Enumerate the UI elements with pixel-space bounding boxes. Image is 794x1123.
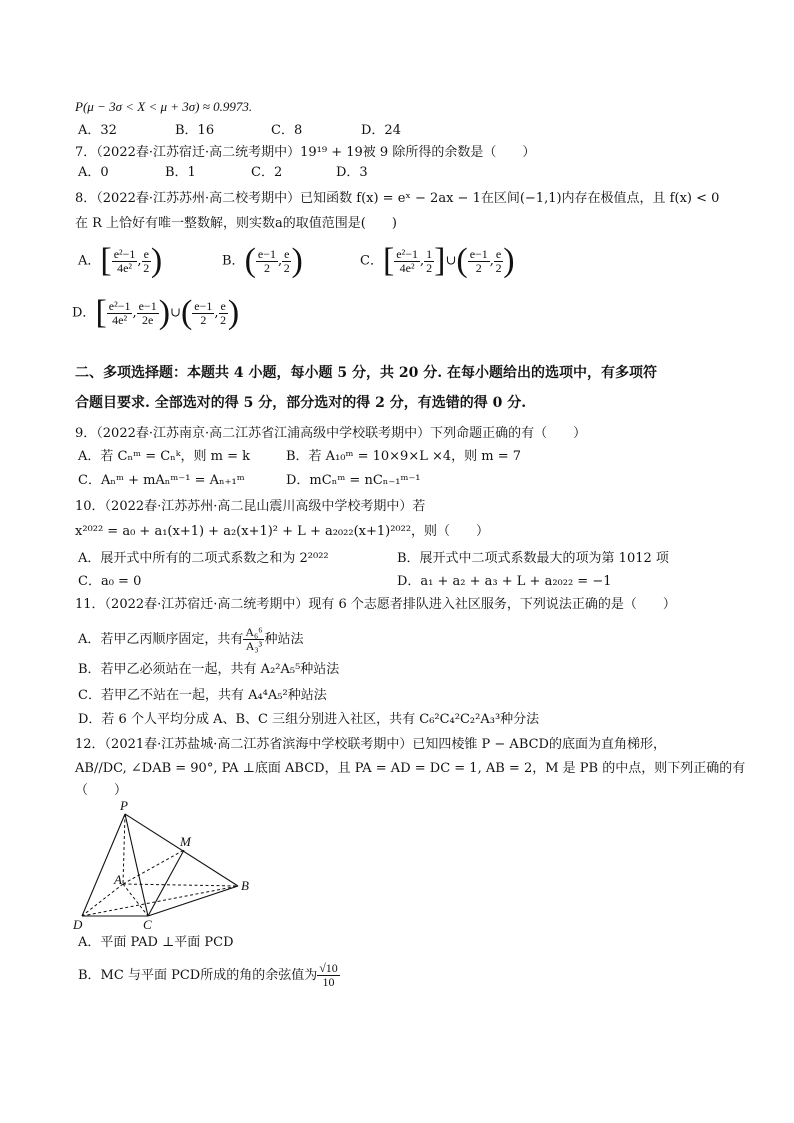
q10-option-c[interactable]: C．a₀ = 0 xyxy=(78,574,142,589)
q6-option-d[interactable]: D．24 xyxy=(361,123,401,138)
q7-option-c[interactable]: C．2 xyxy=(251,165,283,180)
q11-option-a-post: 种站法 xyxy=(264,632,304,647)
q8-stem-line2: 在 R 上恰好有唯一整数解，则实数a的取值范围是( ) xyxy=(75,216,397,231)
q7-option-a[interactable]: A．0 xyxy=(78,165,109,180)
q12-option-a[interactable]: A．平面 PAD ⊥平面 PCD xyxy=(78,935,234,950)
q12-stem-line1: 12．（2021春·江苏盐城·高二江苏省滨海中学校联考期中）已知四棱锥 P − ABCD的底面为直角梯形， xyxy=(75,737,666,752)
q8-option-d[interactable]: D．[ $\frac{\text{e²−1}}{\text{4e²}}$ , $\frac{e-1}{2e}$ )∪( $\frac{e-1}{2}$ , $\frac{e}{2}$ ) xyxy=(72,294,240,331)
label-p: P xyxy=(120,798,128,813)
label-a: A xyxy=(114,872,122,887)
label-m: M xyxy=(180,834,191,849)
edge-pc xyxy=(125,814,148,916)
q6-option-b[interactable]: B．16 xyxy=(175,123,215,138)
q11-option-a-den: A₃³ xyxy=(245,639,263,653)
q12-option-b-num: √10 xyxy=(319,961,338,975)
q7-stem: 7．（2022春·江苏宿迁·高二统考期中）19¹⁹ + 19被 9 除所得的余数是（ ） xyxy=(75,145,536,160)
q10-option-a[interactable]: A．展开式中所有的二项式系数之和为 2²⁰²² xyxy=(78,551,329,566)
q10-option-b[interactable]: B．展开式中二项式系数最大的项为第 1012 项 xyxy=(397,551,669,566)
q8-option-b[interactable]: B．( $\frac{e-1}{2}$ , $\frac{e}{2}$ ) xyxy=(222,242,303,279)
edge-pb xyxy=(125,814,238,886)
q11-option-c[interactable]: C．若甲乙不站在一起，共有 A₄⁴A₅²种站法 xyxy=(78,688,327,703)
q6-option-c[interactable]: C．8 xyxy=(271,123,303,138)
q6-option-a[interactable]: A．32 xyxy=(78,123,117,138)
label-b: B xyxy=(241,878,249,893)
edge-pd xyxy=(82,814,125,916)
q11-option-a[interactable] xyxy=(78,626,303,653)
label-c: C xyxy=(143,917,152,932)
q12-option-b-den: 10 xyxy=(322,975,335,989)
q11-stem: 11．（2022春·江苏宿迁·高二统考期中）现有 6 个志愿者排队进入社区服务，下列说法正确的是（ ） xyxy=(75,597,676,612)
q11-option-a-pre: A．若甲乙丙顺序固定，共有 xyxy=(78,632,244,647)
q12-option-b-pre: B．MC 与平面 PCD所成的角的余弦值为 xyxy=(78,968,318,983)
edge-ab xyxy=(123,884,238,886)
q12-stem-line2: AB//DC, ∠DAB = 90°, PA ⊥底面 ABCD，且 PA = AD = DC = 1, AB = 2，M 是 PB 的中点，则下列正确的有 xyxy=(75,761,746,776)
q9-stem: 9．（2022春·江苏南京·高二江苏省江浦高级中学校联考期中）下列命题正确的有（ ） xyxy=(75,426,587,441)
edge-pa xyxy=(123,814,125,884)
q12-stem-line3: （ ） xyxy=(75,783,128,798)
q7-option-d[interactable]: D．3 xyxy=(336,165,368,180)
q11-option-b[interactable]: B．若甲乙必须站在一起，共有 A₂²A₅⁵种站法 xyxy=(78,662,340,677)
q10-option-d[interactable]: D．a₁ + a₂ + a₃ + L + a₂₀₂₂ = −1 xyxy=(397,574,612,589)
section2-heading-line2: 合题目要求. 全部选对的得 5 分，部分选对的得 2 分，有选错的得 0 分. xyxy=(75,395,527,411)
q11-option-d[interactable]: D．若 6 个人平均分成 A、B、C 三组分别进入社区，共有 C₆²C₄²C₂²A₃³种分法 xyxy=(78,712,540,727)
q7-option-b[interactable]: B．1 xyxy=(165,165,196,180)
normal-distribution-formula: P(μ − 3σ < X < μ + 3σ) ≈ 0.9973. xyxy=(75,99,253,114)
label-d: D xyxy=(73,917,83,932)
q10-stem-line1: 10．（2022春·江苏苏州·高二昆山震川高级中学校考期中）若 xyxy=(75,499,426,514)
q12-option-b[interactable] xyxy=(78,962,340,989)
q8-option-a-label: A． xyxy=(78,253,101,269)
q8-option-b-label: B． xyxy=(222,253,245,269)
q8-option-a[interactable]: A．[ $\frac{\text{e²−1}}{\text{4e²}}$ , $\frac{e}{2}$ ) xyxy=(78,242,163,279)
q8-option-d-label: D． xyxy=(72,305,96,321)
q10-stem-line2: x²⁰²² = a₀ + a₁(x+1) + a₂(x+1)² + L + a₂₀₂₂(x+1)²⁰²²，则（ ） xyxy=(75,524,490,539)
q9-option-d[interactable]: D．mCₙᵐ = nCₙ₋₁ᵐ⁻¹ xyxy=(286,473,421,488)
q9-option-c[interactable]: C．Aₙᵐ + mAₙᵐ⁻¹ = Aₙ₊₁ᵐ xyxy=(78,473,245,488)
q11-option-a-num: A₆⁶ xyxy=(245,625,263,639)
pyramid-figure xyxy=(70,798,270,934)
q8-option-c-label: C． xyxy=(360,253,383,269)
q8-option-c[interactable]: C．[ $\frac{\text{e²−1}}{\text{4e²}}$ , $\frac{1}{2}$ ]∪( $\frac{e-1}{2}$ , $\frac{e}{2}$ ) xyxy=(360,242,515,279)
q8-stem-line1: 8．（2022春·江苏苏州·高二校考期中）已知函数 f(x) = eˣ − 2ax − 1在区间(−1,1)内存在极值点，且 f(x) < 0 xyxy=(75,191,720,206)
q9-option-a[interactable]: A．若 Cₙᵐ = Cₙᵏ，则 m = k xyxy=(78,449,251,464)
q9-option-b[interactable]: B．若 A₁₀ᵐ = 10×9×L ×4，则 m = 7 xyxy=(286,449,522,464)
section2-heading-line1: 二、多项选择题：本题共 4 小题，每小题 5 分，共 20 分. 在每小题给出的选项中，有多项符 xyxy=(75,365,657,381)
